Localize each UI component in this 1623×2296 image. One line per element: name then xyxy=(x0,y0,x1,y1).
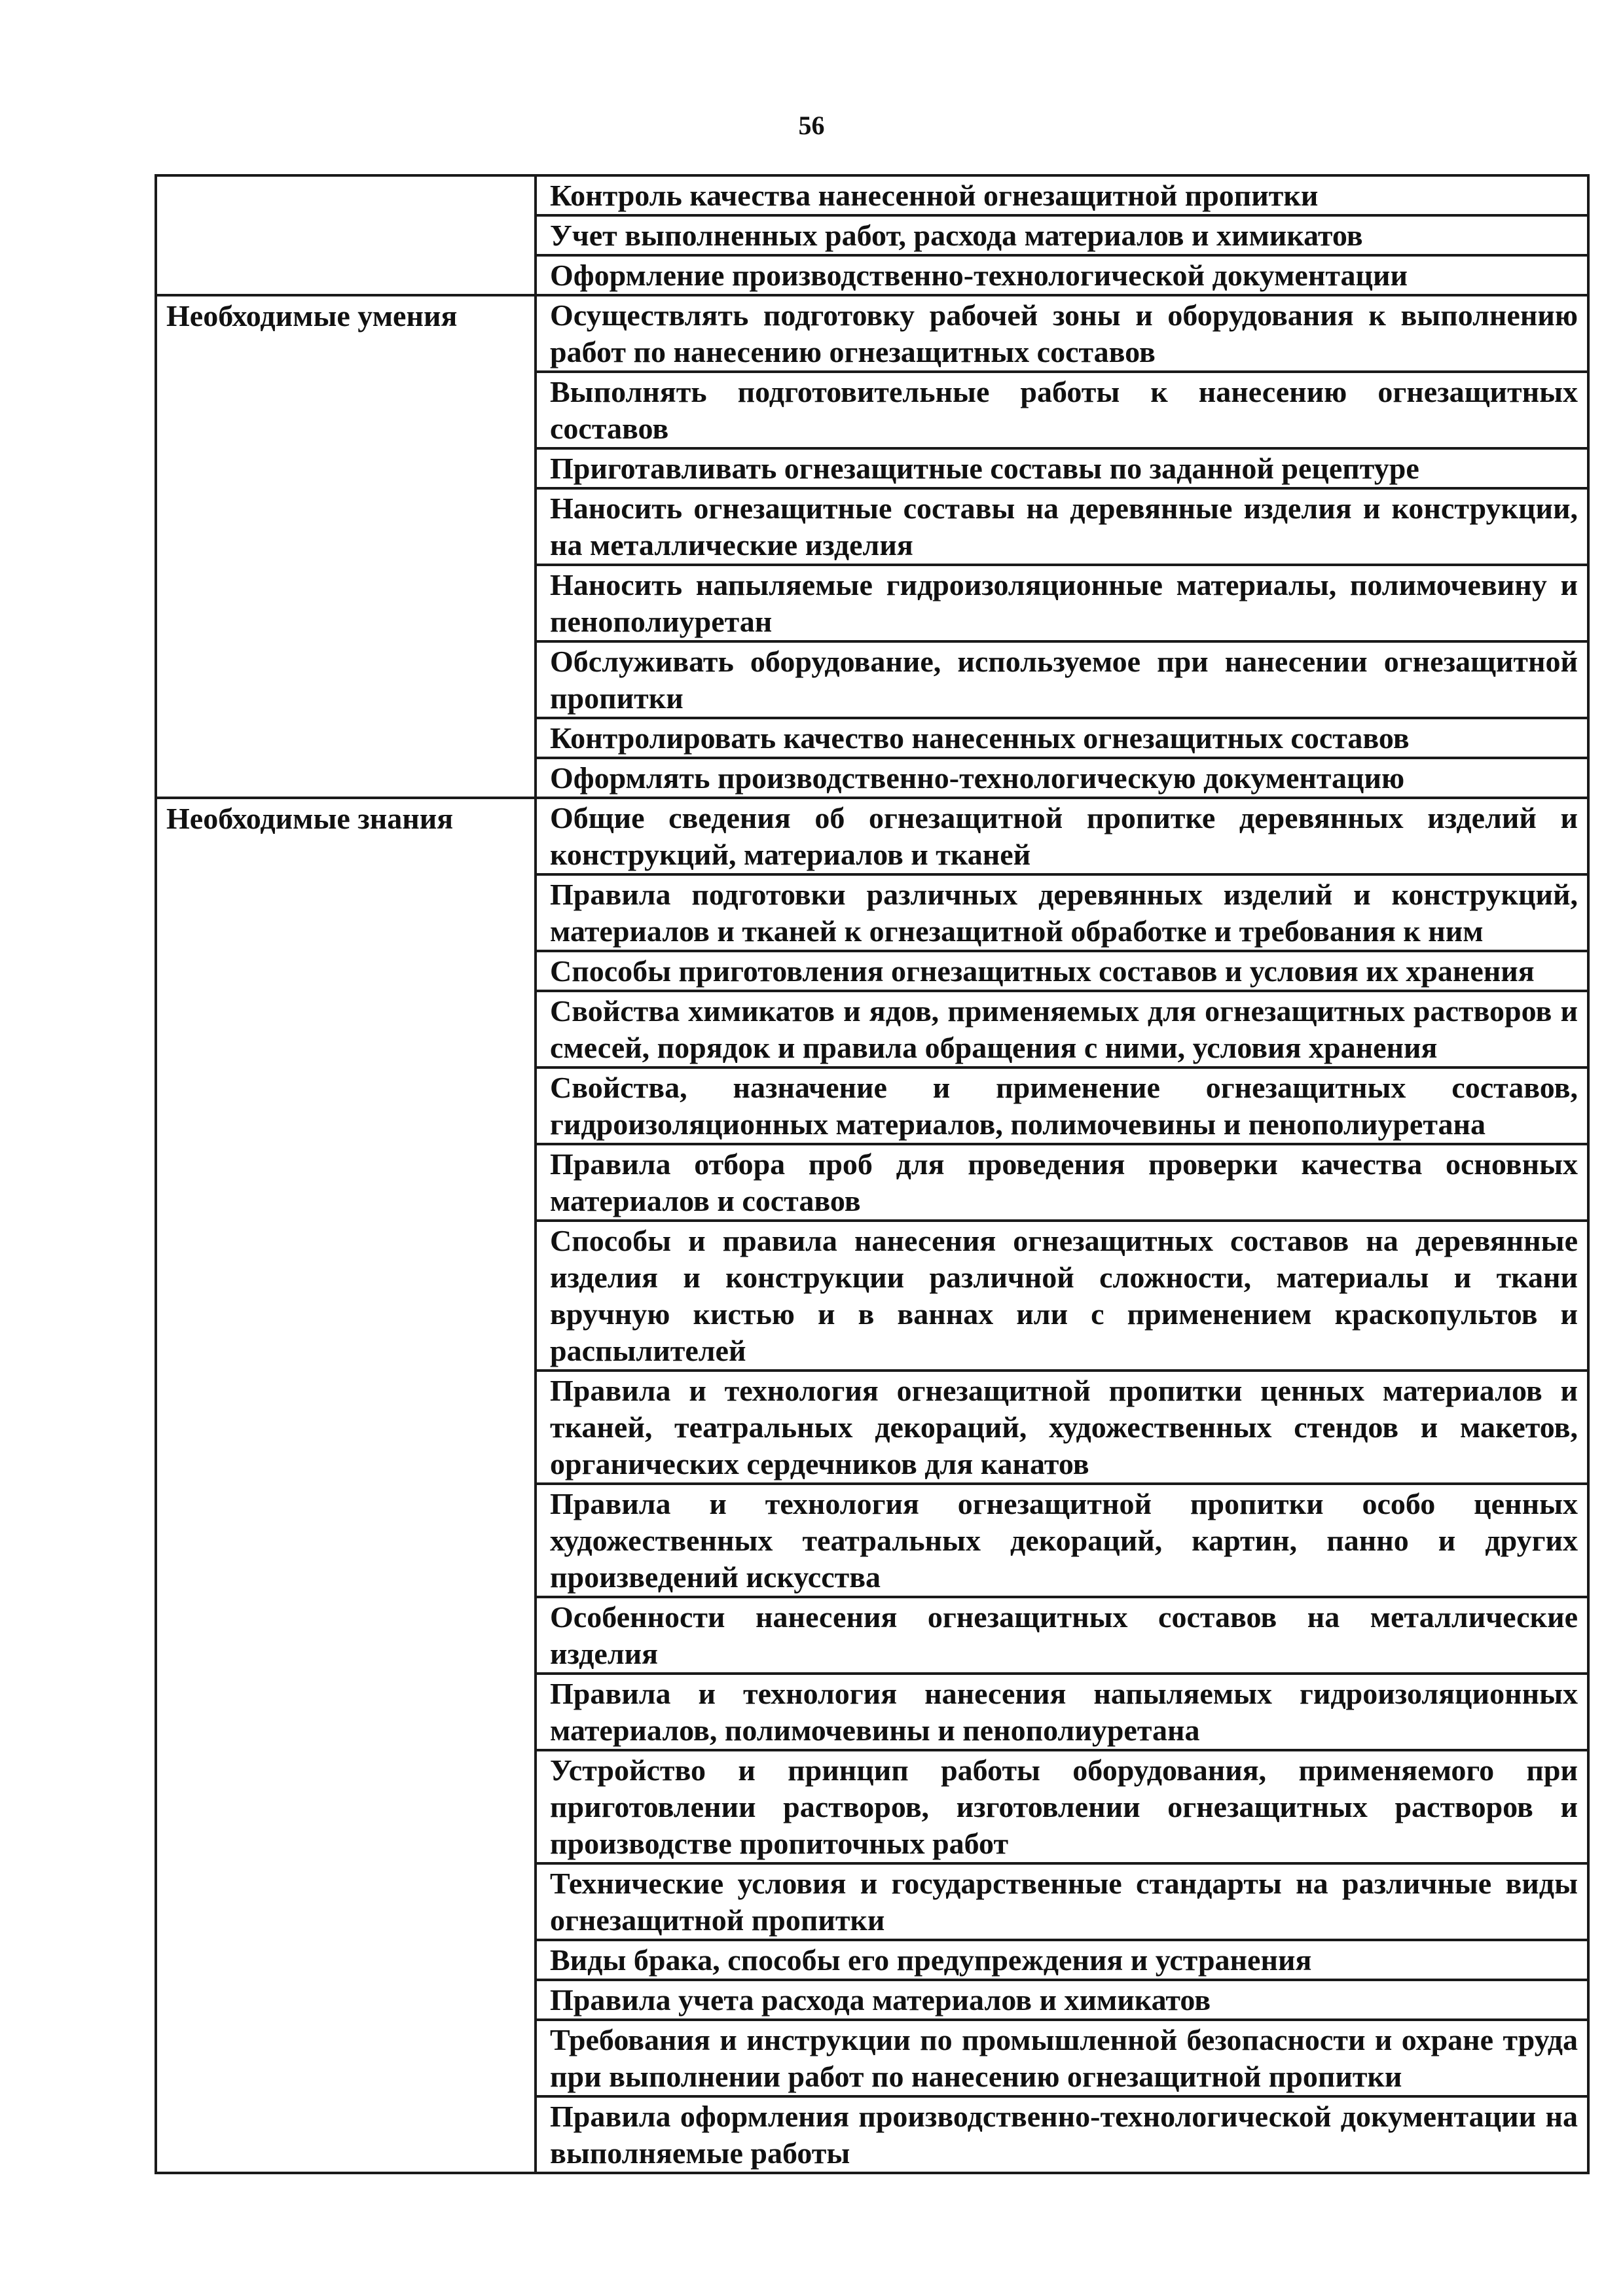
page-number: 56 xyxy=(798,111,825,140)
competency-table xyxy=(155,174,1590,2174)
section-item: Способы приготовления огнезащитных составов и условия их хранения xyxy=(536,951,1588,991)
section-item: Технические условия и государственные стандарты на различные виды огнезащитной пропитки xyxy=(536,1863,1588,1940)
section-item: Правила и технология нанесения напыляемых гидроизоляционных материалов, полимочевины и пенополиуретана xyxy=(536,1674,1588,1750)
table-row xyxy=(156,798,1588,874)
section-item: Правила подготовки различных деревянных изделий и конструкций, материалов и тканей к огнезащитной обработке и требования к ним xyxy=(536,874,1588,951)
section-label: Необходимые знания xyxy=(156,798,536,2173)
section-item: Наносить напыляемые гидроизоляционные материалы, полимочевину и пенополиуретан xyxy=(536,565,1588,641)
section-item: Правила и технология огнезащитной пропитки особо ценных художественных театральных декораций, картин, панно и других произведений искусства xyxy=(536,1484,1588,1597)
section-item: Способы и правила нанесения огнезащитных составов на деревянные изделия и конструкции различной сложности, материалы и ткани вручную кистью и в ваннах или с применением краскопультов и распылителей xyxy=(536,1221,1588,1371)
section-item: Свойства, назначение и применение огнезащитных составов, гидроизоляционных материалов, полимочевины и пенополиуретана xyxy=(536,1067,1588,1144)
section-label xyxy=(156,175,536,295)
table-row xyxy=(156,175,1588,215)
section-item: Оформлять производственно-технологическую документацию xyxy=(536,758,1588,798)
table-row xyxy=(156,295,1588,372)
section-item: Правила оформления производственно-технологической документации на выполняемые работы xyxy=(536,2096,1588,2173)
table-body xyxy=(156,175,1588,2173)
section-item: Осуществлять подготовку рабочей зоны и оборудования к выполнению работ по нанесению огнезащитных составов xyxy=(536,295,1588,372)
section-item: Виды брака, способы его предупреждения и устранения xyxy=(536,1940,1588,1980)
section-item: Контролировать качество нанесенных огнезащитных составов xyxy=(536,718,1588,758)
section-item: Устройство и принцип работы оборудования, применяемого при приготовлении растворов, изготовлении огнезащитных растворов и производстве пропиточных работ xyxy=(536,1750,1588,1863)
section-item: Правила отбора проб для проведения проверки качества основных материалов и составов xyxy=(536,1144,1588,1221)
section-item: Обслуживать оборудование, используемое при нанесении огнезащитной пропитки xyxy=(536,641,1588,718)
section-item: Правила и технология огнезащитной пропитки ценных материалов и тканей, театральных декораций, художественных стендов и макетов, органических сердечников для канатов xyxy=(536,1371,1588,1484)
section-item: Особенности нанесения огнезащитных составов на металлические изделия xyxy=(536,1597,1588,1674)
section-item: Оформление производственно-технологической документации xyxy=(536,255,1588,295)
section-item: Наносить огнезащитные составы на деревянные изделия и конструкции, на металлические изделия xyxy=(536,488,1588,565)
section-item: Общие сведения об огнезащитной пропитке деревянных изделий и конструкций, материалов и тканей xyxy=(536,798,1588,874)
section-item: Свойства химикатов и ядов, применяемых для огнезащитных растворов и смесей, порядок и правила обращения с ними, условия хранения xyxy=(536,991,1588,1067)
section-item: Приготавливать огнезащитные составы по заданной рецептуре xyxy=(536,448,1588,488)
section-item: Учет выполненных работ, расхода материалов и химикатов xyxy=(536,215,1588,255)
section-item: Выполнять подготовительные работы к нанесению огнезащитных составов xyxy=(536,372,1588,448)
section-item: Контроль качества нанесенной огнезащитной пропитки xyxy=(536,175,1588,215)
section-item: Правила учета расхода материалов и химикатов xyxy=(536,1980,1588,2020)
section-label: Необходимые умения xyxy=(156,295,536,798)
section-item: Требования и инструкции по промышленной безопасности и охране труда при выполнении работ по нанесению огнезащитной пропитки xyxy=(536,2020,1588,2096)
